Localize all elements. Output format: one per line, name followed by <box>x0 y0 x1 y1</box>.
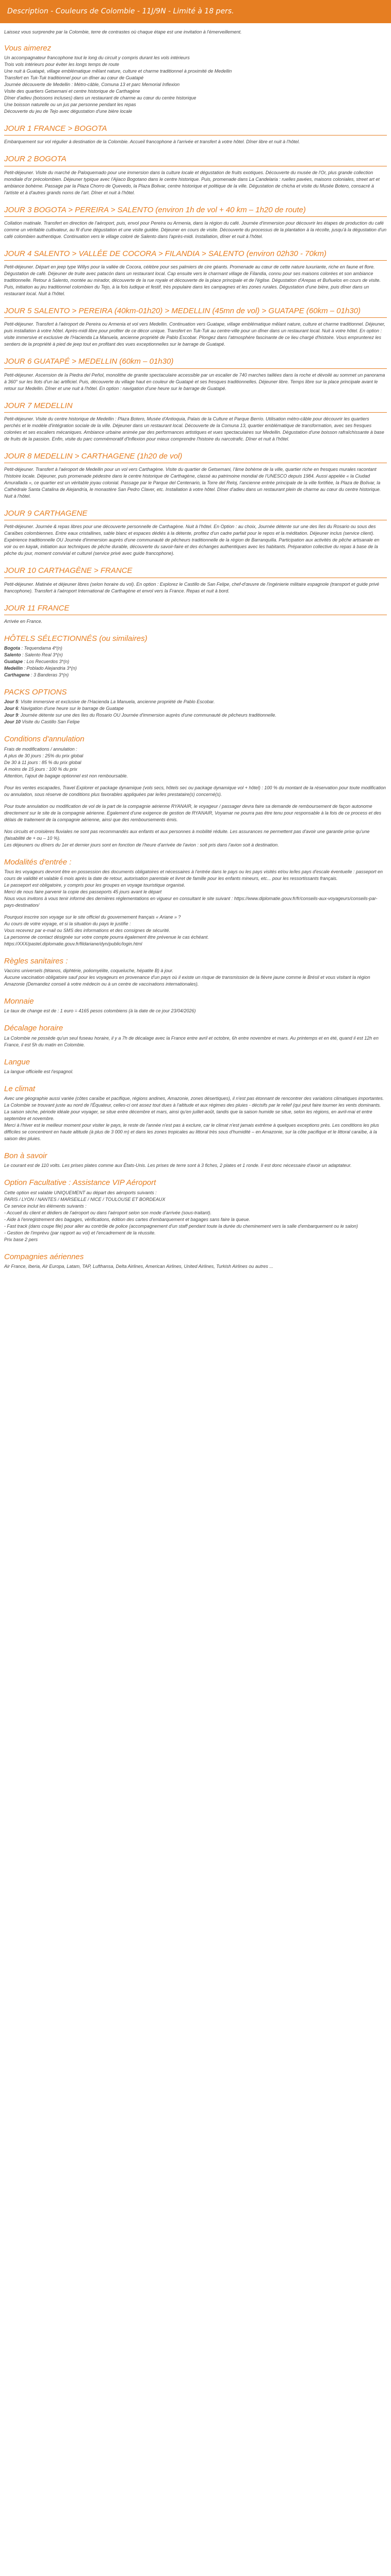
hotel-item <box>4 645 387 652</box>
hotel-city: Salento <box>4 652 21 658</box>
vous-aimerez-list <box>4 55 387 115</box>
hotel-city: Carthagene <box>4 672 30 678</box>
conditions-paragraph: Nos circuits et croisières fluviales ne sont pas recommandés aux enfants et aux personnes à mobilité réduite. Les assurances ne permettent pas d'avoir une garantie prise qu'une (faisabilité de + ou – 10 %). Les déjeuners ou dîners du 1er et dernier jours sont en fonction de l'heure d'arrivée de l'avion : soit pris dans l'avion soit à destination. <box>4 828 370 848</box>
section-title-packs: PACKS OPTIONS <box>4 688 67 697</box>
day-description: Petit-déjeuner. Ascension de la Piedra del Peñol, monolithe de granite spectaculaire accessible par un escalier de 740 marches taillées dans la roche et dévoilé au sommet un panorama à 360° sur les îlots d'un lac artificiel. Puis, découverte du village haut en couleur de Guatapé et ses fresques traditionnelles. Déjeuner libre. Temps libre sur la place principale avant le retour sur Medellin. Dîner et une nuit à l'hôtel. En option : navigation d'une heure sur le barrage de Guatapé. <box>4 372 385 391</box>
hotel-item <box>4 652 387 658</box>
day-block <box>4 401 387 443</box>
vous-aimerez-item: Transfert en Tuk-Tuk traditionnel pour un dîner au cœur de Guatapé <box>4 75 144 81</box>
day-block <box>4 452 387 500</box>
day-block <box>4 566 387 594</box>
day-description: Petit-déjeuner. Départ en jeep type Willys pour la vallée de Cocora, célèbre pour ses palmiers de cire géants. Promenade au cœur de cette nature luxuriante, riche en faune et flore. Dégustation de café. Déjeuner de truite avec patacón dans un restaurant local. Cap ensuite vers le charmant village de Filandia, connu pour ses maisons colorées et son ambiance traditionnelle. Retour à Salento, montée au mirador, découverte de la rue royale et découverte de la place principale et de l'église. Dégustation d'Arepas et Buñuelos en cours de visite. Puis, initiation au jeu traditionnel colombien du Tejo, à la fois ludique et festif, très populaire dans les campagnes et les zones rurales. Dégustation d'une bière, puis dîner dans un restaurant local. Nuit à l'hôtel. <box>4 264 381 297</box>
langue-text: La langue officielle est l'espagnol. <box>4 1069 74 1074</box>
section-title-monnaie: Monnaie <box>4 997 34 1006</box>
day-divider <box>4 216 387 217</box>
day-title: JOUR 9 CARTHAGENE <box>4 509 88 518</box>
decalage-text: La Colombie ne possède qu'un seul fuseau horaire, il y a 7h de décalage avec la France entre avril et octobre, 6h entre novembre et mars. Au printemps et en été, quand il est 12h en France, il est 5h du matin en Colombie. <box>4 1035 379 1047</box>
day-description: Petit-déjeuner. Transfert à l'aéroport de Pereira ou Armenia et vol vers Medellin. Continuation vers Guatape, village emblématique mêlant nature, culture et charme traditionnel. Déjeuner, puis installation à votre hôtel. Après-midi libre pour profiter de ce décor unique. Transfert en Tuk-Tuk au centre-ville pour un dîner dans un restaurant local. Nuit à votre hôtel. En option : visite immersive et exclusive de l'Hacienda La Manuela, ancienne propriété de Pablo Escobar. Plongez dans l'atmosphère fascinante de ce lieu chargé d'histoire. Vous emprunterez les sentiers de la propriété à pied de jeep tout en profitant des vues exceptionnelles sur le barrage de Guatapé. <box>4 321 385 347</box>
pack-item <box>4 699 387 705</box>
day-description: Arrivée en France. <box>4 618 43 624</box>
conditions-paragraph: Frais de modifications / annulation : A plus de 30 jours : 25% du prix global De 30 à 11 jours : 85 % du prix global A moins de 15 jours : 100 % du prix Attention, l'ajout de bagage optionnel est non remboursable. <box>4 746 128 778</box>
climat-text: Avec une géographie aussi variée (côtes caraïbe et pacifique, régions andines, Amazonie, zones désertiques), il n'est pas étonnant de rencontrer des variations climatiques importantes. La Colombie se trouvant juste au nord de l'Équateur, celles-ci ont assez tout dues à l'altitude et aux régimes des pluies - décisifs par le relief (qui peut faire tourner les vents dominants. La saison sèche, période idéale pour voyager, se situe entre décembre et mars, ainsi qu'en juillet-août, tandis que la saison humide se situe, selon les régions, en avril-mai et entre septembre et novembre. Merci à l'hiver est le meilleur moment pour visiter le pays, le reste de l'année n'est pas à exclure, car le climat n'est jamais extrême à quelques exceptions près. Les conditions les plus difficiles se concentrent en haute altitude (à plus de 3 000 m) et dans les zones tropicales au littoral très sous d'humidité – en Amazonie, sur la côte pacifique et le littoral caraïbe, à la saison des pluies. <box>4 1096 384 1142</box>
section-title-sanitaires: Règles sanitaires : <box>4 956 68 965</box>
hotel-name: : Tequendama 4*(n) <box>21 646 62 651</box>
conditions-body <box>4 746 387 849</box>
vous-aimerez-item: Dîner d'adieu (boissons incluses) dans un restaurant de charme au cœur du centre historique <box>4 95 197 101</box>
modalites-paragraph: Tous les voyageurs devront être en possession des documents obligatoires et nécessaires à l'entrée dans le pays ou les pays visités et/ou le/les pays d'escale éventuelle : passeport en cours de validité et valable 6 mois après la date de retour, autorisation parentale et livret de famille pour les enfants mineurs, etc... pour les ressortissants français. Le passeport est obligatoire, y compris pour les groupes en voyage touristique organisé. Merci de nous faire parvenir la copie des passeports 45 jours avant le départ Nous vous invitons à vous tenir informé des dernières réglementations en vigueur en consultant le site suivant : https://www.diplomatie.gouv.fr/fr/conseils-aux-voyageurs/conseils-par-pays-destination/ <box>4 869 383 908</box>
day-block <box>4 307 387 348</box>
section-title-hotels: HÔTELS SÉLECTIONNÉS (ou similaires) <box>4 634 148 643</box>
section-title-decalage: Décalage horaire <box>4 1024 63 1033</box>
page-banner: Description - Couleurs de Colombie - 11J/9N - Limité à 18 pers. <box>0 0 391 23</box>
day-description: Petit-déjeuner. Visite du centre historique de Medellin : Plaza Botero, Musée d'Antioquia, Palais de la Culture et Parque Berrío. Utilisation métro-câble pour découvrir les quartiers perchés et le modèle d'intégration sociale de la ville. Déjeuner dans un restaurant local. Découverte de la Comuna 13, quartier emblématique de transformation, avec ses fresques colorées et ses escaliers mécaniques. Ambiance urbaine animée par des performances artistiques et vues spectaculaires sur Medellin. Dégustation d'une boisson rafraîchissante à base de fruits de la passion. Enfin, visite du parc commémoratif d'Inflexion pour mieux comprendre l'histoire du narcotrafic. Dîner et nuit à l'hôtel. <box>4 416 384 442</box>
day-title: JOUR 7 MEDELLIN <box>4 401 73 410</box>
vous-aimerez-item: Journée découverte de Medellin : Métro-câble, Comuna 13 et parc Memorial Inflexion <box>4 82 180 88</box>
pack-item <box>4 712 387 719</box>
day-title: JOUR 1 FRANCE > BOGOTA <box>4 124 107 133</box>
modalites-paragraph: Pourquoi inscrire son voyage sur le site officiel du gouvernement français « Ariane » ? Au cours de votre voyage, et si la situation du pays le justifie : Vous recevrez par e-mail ou SMS des informations et des consignes de sécurité. La personne de contact désignée sur votre compte pourra également être prévenue le cas échéant. https://XXX/pastel.diplomatie.gouv.fr/fildariane/dyn/public/login.html <box>4 914 209 946</box>
day-title: JOUR 5 SALENTO > PEREIRA (40km-01h20) > MEDELLIN (45mn de vol) > GUATAPE (60km – 01h30) <box>4 307 361 316</box>
pack-text: : Visite immersive et exclusive de l'Hacienda La Manuela, ancienne propriété de Pablo Escobar. <box>18 699 215 705</box>
bon-savoir-text: Le courant est de 110 volts. Les prises plates comme aux États-Unis. Les prises de terre sont à 3 fiches, 2 plates et 1 ronde. Il est donc nécessaire d'avoir un adaptateur. <box>4 1163 352 1168</box>
section-title-bon-savoir: Bon à savoir <box>4 1151 47 1161</box>
hotel-item <box>4 658 387 665</box>
hotel-city: Bogota <box>4 646 20 651</box>
pack-item <box>4 705 387 712</box>
hotel-item <box>4 672 387 679</box>
section-title-climat: Le climat <box>4 1084 36 1093</box>
vous-aimerez-item: Une nuit à Guatapé, village emblématique mêlant nature, culture et charme traditionnel à proximité de Medellin <box>4 69 232 74</box>
option-facultative-text: Cette option est valable UNIQUEMENT au départ des aéroports suivants : PARIS / LYON / NANTES / MARSEILLE / NICE / TOULOUSE ET BORDEAUX Ce service inclut les éléments suivants : - Accueil du client et dédiers de l'aéroport ou dans l'aéroport selon son mode d'arrivée (sous-traitant). - Aide à l'enregistrement des bagages, vérifications, édition des cartes d'embarquement et bagages sans faire la queue. - Fast track (dans coupe file) pour aller au contrôle de police (accompagnement d'un staff pendant toute la durée du cheminement vers la salle d'embarquement ou le salon) - Gestion de l'imprévu (par rapport au vol) et l'encadrement de la réussite. Prix base 2 pers <box>4 1190 358 1242</box>
vous-aimerez-item: Trois vols intérieurs pour éviter les longs temps de route <box>4 62 119 67</box>
day-description: Petit-déjeuner. Journée & repas libres pour une découverte personnelle de Carthagène. Nuit à l'hôtel. En Option : au choix, Journée détente sur une des îles du Rosario ou sous des Caraïbes colombiennes. Entre eaux cristallines, sable blanc et espaces dédiés à la détente, profitez d'un cadre parfait pour le repos et la méditation. Déjeuner inclus (service client). Expérience traditionnelle OU Journée d'immersion auprès d'une communauté de pêcheurs traditionnelle de la région de Barranquilla. Participation aux activités de pêche artisanale en voir ou en kayak, initiation aux techniques de pêche durable, découverte du savoir-faire et des échanges authentiques avec les habitants. Préparation collective du repas à base de la pêche du jour, moment convivial et culturel (service privé avec guide francophone). <box>4 524 380 556</box>
hotel-name: : Poblado Alejandria 3*(n) <box>24 666 77 671</box>
day-title: JOUR 6 GUATAPÉ > MEDELLIN (60km – 01h30) <box>4 357 174 366</box>
day-block <box>4 357 387 392</box>
vous-aimerez-item: Un accompagnateur francophone tout le long du circuit y compris durant les vols intérieurs <box>4 55 190 61</box>
section-title-langue: Langue <box>4 1057 30 1066</box>
pack-text: : Navigation d'une heure sur le barrage de Guatape <box>18 706 124 711</box>
conditions-paragraph: Pour les ventes escapades, Travel Explorer et package dynamique (vols secs, hôtels sec ou package dynamique vol + hôtel) : 100 % du montant de la réservation pour toute modification ou annulation, sous réserve de conditions plus favorables appliquées par le/les prestataire(s) concerné(s). <box>4 785 386 797</box>
hotel-item <box>4 665 387 672</box>
pack-item <box>4 719 387 725</box>
sanitaires-text: Vaccins universels (tétanos, diphtérie, poliomyélite, coqueluche, hépatite B) à jour. Aucune vaccination obligatoire sauf pour les voyageurs en provenance d'un pays où il existe un risque de transmission de la fièvre jaune comme le Brésil et vous visitant la région Amazonie (Demandez conseil à votre médecin ou à un centre de vaccinations internationales). <box>4 968 370 987</box>
pack-day-label: Jour 9 <box>4 713 19 718</box>
intro-text: Laissez vous surprendre par la Colombie, terre de contrastes où chaque étape est une invitation à l'émerveillement. <box>4 29 242 35</box>
day-block <box>4 206 387 240</box>
day-block <box>4 509 387 557</box>
hotels-list <box>4 645 387 679</box>
day-block <box>4 604 387 625</box>
day-title: JOUR 3 BOGOTA > PEREIRA > SALENTO (environ 1h de vol + 40 km – 1h20 de route) <box>4 205 306 214</box>
hotel-name: : Salento Real 3*(n) <box>22 652 63 658</box>
day-title: JOUR 11 FRANCE <box>4 603 70 613</box>
hotel-city: Guatape <box>4 659 23 665</box>
day-block <box>4 124 387 145</box>
day-description: Collation matinale. Transfert en direction de l'aéroport, puis, envol pour Pereira ou Armenia, dans la région du café. Journée d'immersion pour découvrir les étapes de production du café comme un véritable cultivateur, au fil d'une dégustation et une visite guidée. Déjeuner en cours de visite. Découverte du processus de la plantation à la récolte, jusqu'à la dégustation d'un café colombien authentique. Continuation vers le village coloré de Salento dans l'après-midi. Installation, dîner et nuit à l'hôtel. <box>4 220 387 239</box>
day-title: JOUR 8 MEDELLIN > CARTHAGENE (1h20 de vol) <box>4 451 183 461</box>
section-title-conditions: Conditions d'annulation <box>4 735 85 744</box>
section-title-vous-aimerez: Vous aimerez <box>4 43 52 53</box>
day-divider <box>4 317 387 318</box>
day-divider <box>4 260 387 261</box>
section-title-modalites: Modalités d'entrée : <box>4 857 72 867</box>
pack-text: Visite du Castillo San Felipe <box>21 719 80 725</box>
vous-aimerez-item: Visite des quartiers Getsemani et centre historique de Carthagène <box>4 89 140 94</box>
pack-day-label: Jour 10 <box>4 719 21 725</box>
day-description: Petit-déjeuner. Transfert à l'aéroport de Medellin pour un vol vers Carthagène. Visite du quartier de Getsemani, l'âme bohème de la ville, quartier riche en fresques murales racontant l'histoire locale. Déjeuner, puis promenade pédestre dans le centre historique de Carthagène, classé au patrimoine mondial de l'UNESCO depuis 1984. Aussi appelée « la Ciudad Amurallada », ce quartier est un véritable joyau colonial. Passage par le Parque del Centenario, la Torre del Reloj, l'ancienne entrée principale de la ville fortifiée, la Plaza de Bolívar, la Cathédrale Santa Catalina de Alejandría, le monastère San Pedro Claver, etc. Installation à votre hôtel. Dîner d'adieu dans un restaurant plein de charme au cœur du centre historique. Nuit à l'hôtel. <box>4 467 381 499</box>
vous-aimerez-item: Une boisson naturelle ou un jus par personne pendant les repas <box>4 102 136 108</box>
compagnies-text: Air France, Iberia, Air Europa, Latam, TAP, Lufthansa, Delta Airlines, American Airlines, United Airlines, Turkish Airlines ou autres ... <box>4 1263 273 1269</box>
day-block <box>4 155 387 196</box>
main-content <box>0 23 391 1270</box>
day-description: Embarquement sur vol régulier à destination de la Colombie. Accueil francophone à l'arrivée et transfert à votre hôtel. Dîner libre et nuit à l'hôtel. <box>4 139 300 145</box>
pack-day-label: Jour 6 <box>4 706 19 711</box>
conditions-paragraph: Pour toute annulation ou modification de vol de la part de la compagnie aérienne RYANAIR, le voyageur / passager devra faire sa demande de remboursement de façon autonome directement sur le site de la compagnie aérienne. Egalement d'une exigence de gestion de RYANAIR, Voyamar ne pourra pas être tenu pour responsable à la fois de ce process et des délais de traitement de la compagnie aérienne, ainsi que des remboursements émis. <box>4 803 381 822</box>
day-description: Petit-déjeuner. Matinée et déjeuner libres (selon horaire du vol). En option : Explorez le Castillo de San Felipe, chef-d'œuvre de l'ingénierie militaire espagnole (transport et guide privé francophone). Transfert à l'aéroport International de Carthagène et envol vers la France. Repas et nuit à bord. <box>4 581 379 594</box>
monnaie-text: Le taux de change est de : 1 euro = 4165 pesos colombiens (à la date de ce jour 23/04/2026) <box>4 1008 196 1014</box>
hotel-name: : Los Recuerdos 3*(n) <box>24 659 70 665</box>
day-description: Petit-déjeuner. Visite du marché de Paloquemado pour une immersion dans la culture locale et dégustation de fruits exotiques. Découverte du musée de l'Or, plus grande collection mondiale d'or précolombien. Déjeuner typique avec l'Ajiaco Bogotano dans le centre historique. Puis, promenade dans La Candelaria : ruelles pavées, maisons coloniales, street art et ambiance bohème. Passage par la Plaza Chorro de Quevedo, la Plaza Bolivar, centre historique et politique de la ville. Dégustation de chicha et visite du Musée Botero, consacré à l'artiste et à d'autres grands noms de l'art. Dîner et nuit à l'hôtel. <box>4 170 380 195</box>
vous-aimerez-item: Découverte du jeu de Tejo avec dégustation d'une bière locale <box>4 109 133 114</box>
hotel-city: Medellin <box>4 666 23 671</box>
modalites-body <box>4 869 387 947</box>
day-title: JOUR 2 BOGOTA <box>4 155 67 164</box>
section-title-compagnies: Compagnies aériennes <box>4 1252 84 1261</box>
day-title: JOUR 4 SALENTO > VALLÉE DE COCORA > FILANDIA > SALENTO (environ 02h30 - 70km) <box>4 249 327 258</box>
section-title-option-facultative: Option Facultative : Assistance VIP Aéroport <box>4 1178 156 1188</box>
day-divider <box>4 412 387 413</box>
pack-text: : Journée détente sur une des îles du Rosario OU Journée d'immersion auprès d'une communauté de pêcheurs traditionnelle. <box>18 713 276 718</box>
day-title: JOUR 10 CARTHAGÈNE > FRANCE <box>4 566 133 575</box>
pack-day-label: Jour 5 <box>4 699 19 705</box>
day-divider <box>4 368 387 369</box>
packs-list <box>4 699 387 725</box>
day-block <box>4 249 387 297</box>
itinerary <box>4 124 387 625</box>
hotel-name: : 3 Banderas 3*(n) <box>31 672 69 678</box>
